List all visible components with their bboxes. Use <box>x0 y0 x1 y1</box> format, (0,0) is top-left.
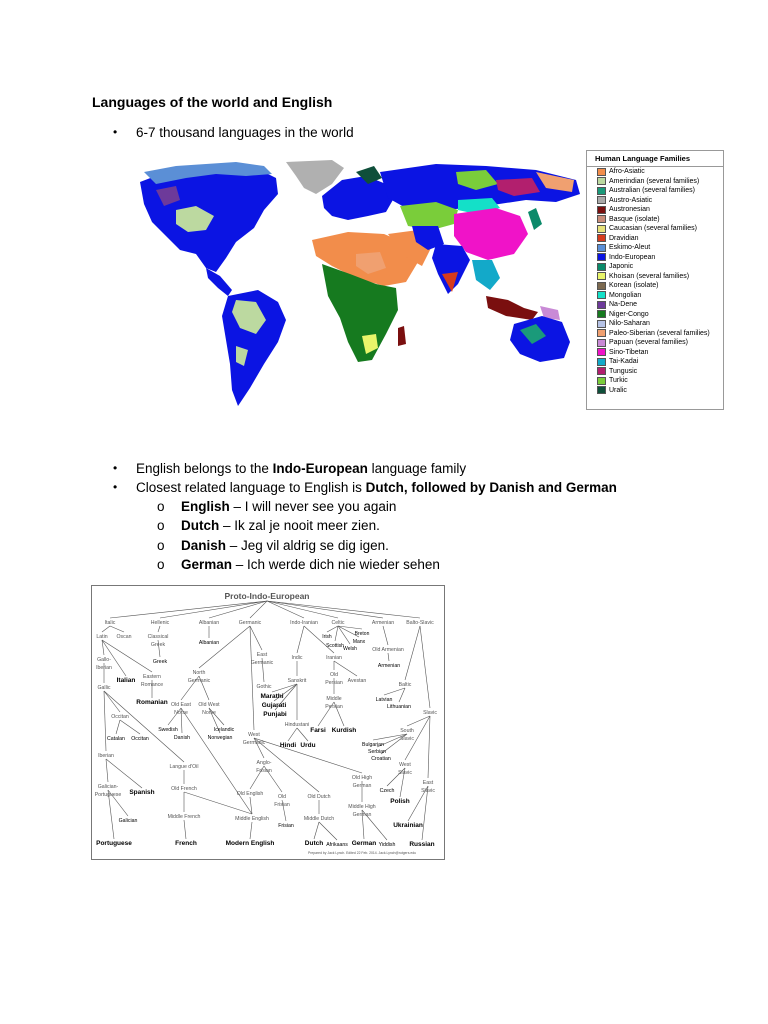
bullet-text-suffix: language family <box>367 461 467 476</box>
tree-node-iberian: Iberian <box>98 753 114 759</box>
tree-node-occitan2: Occitan <box>131 736 149 742</box>
tree-node-bulgarian: Bulgarian <box>362 742 384 748</box>
legend-item <box>587 234 723 244</box>
tree-node-greek: Greek <box>152 659 168 665</box>
tree-node-east-slavic2: Slavic <box>421 788 435 794</box>
tree-node-middle-high-german: Middle High <box>348 804 376 810</box>
tree-node-sanskrit: Sanskrit <box>287 678 307 684</box>
tree-node-czech: Czech <box>379 788 395 794</box>
legend-swatch <box>597 339 606 347</box>
tree-node-afrikaans: Afrikaans <box>326 842 348 848</box>
tree-node-punjabi: Punjabi <box>263 711 287 718</box>
tree-edge <box>267 601 338 618</box>
example-lang: English <box>181 499 230 514</box>
legend-label: Caucasian (several families) <box>609 225 697 233</box>
legend-label: Nilo-Saharan <box>609 320 650 328</box>
tree-node-swedish: Swedish <box>158 727 178 733</box>
bullet-text-bold: Dutch, followed by Danish and German <box>365 480 617 495</box>
sub-bullet-marker: o <box>157 518 165 533</box>
legend-item <box>587 319 723 329</box>
tree-edge <box>384 688 405 695</box>
example-lang: Danish <box>181 538 227 553</box>
legend-item <box>587 177 723 187</box>
bullet-marker: • <box>113 125 118 139</box>
legend-swatch <box>597 225 606 233</box>
legend-item <box>587 262 723 272</box>
legend-swatch <box>597 187 606 195</box>
tree-node-old-dutch: Old Dutch <box>307 794 331 800</box>
tree-node-north-germanic2: Germanic <box>187 678 211 684</box>
tree-edge <box>314 822 319 839</box>
tree-node-south-slavic2: Slavic <box>400 736 414 742</box>
tree-edge <box>110 601 267 618</box>
tree-node-yiddish: Yiddish <box>378 842 396 848</box>
tree-node-indoiranian: Indo-Iranian <box>290 620 318 626</box>
tree-node-east-germanic2: Germanic <box>250 660 274 666</box>
tree-edge <box>388 653 389 661</box>
example-english <box>157 499 397 514</box>
legend-swatch <box>597 310 606 318</box>
tree-node-hindustani: Hindustani <box>284 722 310 728</box>
legend-swatch <box>597 348 606 356</box>
legend-item <box>587 338 723 348</box>
tree-node-old-persian2: Persian <box>325 680 343 686</box>
legend-swatch <box>597 234 606 242</box>
legend-item <box>587 386 723 396</box>
legend-swatch <box>597 244 606 252</box>
tree-edge <box>199 626 250 668</box>
legend-swatch <box>597 386 606 394</box>
tree-node-serbian: Serbian <box>368 749 386 755</box>
tree-node-ukrainian: Ukrainian <box>393 822 423 829</box>
sub-bullet-marker: o <box>157 538 165 553</box>
tree-node-kurdish: Kurdish <box>331 727 357 734</box>
sub-bullet-marker: o <box>157 557 165 572</box>
example-lang: German <box>181 557 233 572</box>
tree-edge <box>428 716 430 778</box>
example-text: – I will never see you again <box>229 499 397 514</box>
tree-edge <box>120 720 140 734</box>
legend-item <box>587 310 723 320</box>
tree-node-greek-l: Greek <box>150 642 166 648</box>
bullet-marker: • <box>113 480 118 494</box>
tree-node-welsh: Welsh <box>343 646 357 652</box>
tree-node-west-slavic2: Slavic <box>398 770 412 776</box>
example-text: – Ik zal je nooit meer zien. <box>219 518 380 533</box>
legend-label: Japonic <box>609 263 634 271</box>
tree-node-old-high-german: Old High <box>351 775 373 781</box>
tree-node-middle-english: Middle English <box>235 816 269 822</box>
legend-swatch <box>597 196 606 204</box>
legend-item <box>587 300 723 310</box>
tree-edge <box>250 626 262 650</box>
legend-label: Dravidian <box>609 234 639 242</box>
legend-item <box>587 196 723 206</box>
legend-swatch <box>597 377 606 385</box>
tree-node-occitan: Occitan <box>111 714 129 720</box>
tree-edge <box>338 626 350 644</box>
tree-node-classical-greek: Classical <box>147 634 169 640</box>
legend-swatch <box>597 291 606 299</box>
legend-title: Human Language Families <box>587 151 723 167</box>
legend-label: Afro-Asiatic <box>609 168 645 176</box>
tree-node-old-east-norse2: Norse <box>174 710 188 716</box>
tree-node-gujarati: Gujarati <box>261 702 287 709</box>
tree-edge <box>407 716 430 726</box>
tree-node-pie: Proto-Indo-European <box>224 591 310 601</box>
tree-edge <box>267 601 383 618</box>
tree-node-old-frisian2: Frisian <box>274 802 290 808</box>
tree-node-spanish: Spanish <box>129 789 155 796</box>
legend-label: Niger-Congo <box>609 310 649 318</box>
world-map-graphic <box>136 150 586 412</box>
legend-label: Korean (isolate) <box>609 282 659 290</box>
tree-edge <box>184 820 186 839</box>
tree-edge <box>104 691 106 751</box>
tree-node-lithuanian: Lithuanian <box>387 704 411 710</box>
tree-node-galloiberian: Gallo- <box>97 657 111 663</box>
bullet-language-count <box>113 125 354 140</box>
tree-node-old-west-norse2: Norse <box>202 710 216 716</box>
sub-bullet-marker: o <box>157 499 165 514</box>
legend-label: Austro-Asiatic <box>609 196 653 204</box>
tree-node-east-slavic: East <box>422 780 434 786</box>
bullet-text: 6-7 thousand languages in the world <box>136 125 354 140</box>
tree-node-urdu: Urdu <box>300 742 316 749</box>
tree-node-baltic: Baltic <box>398 682 412 688</box>
tree-node-albanian-g: Albanian <box>198 620 220 626</box>
tree-node-eastern-romance2: Romance <box>140 682 164 688</box>
tree-node-slavic: Slavic <box>423 710 437 716</box>
legend-swatch <box>597 301 606 309</box>
tree-edge <box>335 626 338 641</box>
tree-edge <box>250 822 252 839</box>
legend-item <box>587 329 723 339</box>
tree-node-catalan: Catalan <box>107 736 125 742</box>
tree-edge <box>158 626 160 632</box>
tree-node-middle-persian2: Persian <box>325 704 343 710</box>
tree-node-irish: Irish <box>322 634 332 640</box>
tree-node-avestan: Avestan <box>347 678 367 684</box>
legend-swatch <box>597 282 606 290</box>
tree-node-germanic: Germanic <box>238 620 262 626</box>
legend-label: Australian (several families) <box>609 187 695 195</box>
tree-node-galloiberian2: Iberian <box>96 665 112 671</box>
family-tree-graphic <box>92 586 444 859</box>
tree-node-old-west-norse: Old West <box>198 702 220 708</box>
tree-edge <box>399 688 405 702</box>
tree-node-gallic: Gallic <box>97 685 111 691</box>
tree-node-old-high-german2: German <box>352 783 372 789</box>
legend-label: Amerindian (several families) <box>609 177 700 185</box>
tree-node-polish: Polish <box>390 798 410 805</box>
legend-label: Na-Dene <box>609 301 638 309</box>
tree-node-south-slavic: South <box>400 728 414 734</box>
legend-item <box>587 348 723 358</box>
tree-edge <box>319 822 337 840</box>
bullet-text-prefix: English belongs to the <box>136 461 273 476</box>
legend-label: Uralic <box>609 386 627 394</box>
example-danish <box>157 538 389 553</box>
legend-label: Tai-Kadai <box>609 358 639 366</box>
legend-item <box>587 205 723 215</box>
tree-node-frisian: Frisian <box>278 823 294 829</box>
legend-swatch <box>597 215 606 223</box>
tree-edge <box>338 626 362 629</box>
legend-swatch <box>597 329 606 337</box>
example-dutch <box>157 518 380 533</box>
tree-edge <box>288 728 297 741</box>
legend-label: Paleo-Siberian (several families) <box>609 329 710 337</box>
tree-node-east-germanic: East <box>256 652 268 658</box>
tree-edge <box>160 601 267 618</box>
legend-label: Tungusic <box>609 367 638 375</box>
tree-node-credit: Prepared by Jack Lynch. Edited 22 Feb. 2014. Jack.Lynch@rutgers.edu <box>308 851 416 855</box>
tree-edge <box>250 626 254 730</box>
tree-node-anglo-frisian: Anglo- <box>256 760 272 766</box>
tree-node-manx: Manx <box>352 639 366 645</box>
tree-node-anglo-frisian2: Frisian <box>256 768 272 774</box>
tree-edge <box>297 728 308 741</box>
legend-swatch <box>597 263 606 271</box>
tree-node-celtic: Celtic <box>331 620 345 626</box>
tree-edge <box>181 708 252 814</box>
legend-item <box>587 224 723 234</box>
tree-node-langue-doil: Langue d'Oil <box>169 764 199 770</box>
tree-edge <box>383 626 388 645</box>
legend-label: Turkic <box>609 377 628 385</box>
tree-node-italian: Italian <box>116 677 136 684</box>
tree-edge <box>405 626 420 680</box>
legend-label: Mongolian <box>609 291 642 299</box>
legend-list <box>587 167 723 395</box>
tree-node-dutch: Dutch <box>304 840 324 847</box>
legend-swatch <box>597 168 606 176</box>
tree-node-gothic: Gothic <box>256 684 272 690</box>
tree-edge <box>116 720 120 734</box>
legend-item <box>587 253 723 263</box>
tree-node-armenian: Armenian <box>377 663 401 669</box>
bullet-text-bold: Indo-European <box>272 461 368 476</box>
tree-node-icelandic: Icelandic <box>213 727 235 733</box>
document-title: Languages of the world and English <box>92 94 333 110</box>
example-text: – Jeg vil aldrig se dig igen. <box>226 538 389 553</box>
tree-node-french: French <box>175 840 197 847</box>
legend-item <box>587 281 723 291</box>
tree-node-middle-persian: Middle <box>326 696 342 702</box>
legend-label: Basque (isolate) <box>609 215 660 223</box>
example-text: – Ich werde dich nie wieder sehen <box>232 557 440 572</box>
tree-node-middle-dutch: Middle Dutch <box>303 816 335 822</box>
legend-label: Eskimo-Aleut <box>609 244 651 252</box>
legend-item <box>587 376 723 386</box>
tree-node-galician: Galician <box>118 818 138 824</box>
legend-swatch <box>597 253 606 261</box>
legend-label: Indo-European <box>609 253 656 261</box>
legend-swatch <box>597 206 606 214</box>
legend-swatch <box>597 320 606 328</box>
language-family-legend <box>586 150 724 410</box>
tree-node-old-persian: Old <box>329 672 339 678</box>
tree-node-marathi: Marathi <box>260 693 284 700</box>
tree-node-breton: Breton <box>354 631 370 637</box>
tree-node-west-slavic: West <box>399 762 411 768</box>
tree-node-armenian-g: Armenian <box>371 620 395 626</box>
tree-edge <box>267 601 420 618</box>
tree-node-scottish: Scottish <box>326 643 344 649</box>
tree-node-romanian: Romanian <box>136 699 168 706</box>
tree-edge <box>104 691 120 712</box>
tree-node-italic: Italic <box>104 620 116 626</box>
tree-edge <box>102 626 110 632</box>
legend-item <box>587 291 723 301</box>
tree-node-farsi: Farsi <box>310 727 326 734</box>
tree-edge <box>297 626 304 653</box>
tree-node-russian: Russian <box>409 841 435 848</box>
legend-item <box>587 272 723 282</box>
tree-node-albanian: Albanian <box>198 640 220 646</box>
bullet-marker: • <box>113 461 118 475</box>
tree-node-modern-english: Modern English <box>225 840 275 847</box>
tree-node-baltoslavic: Balto-Slavic <box>406 620 434 626</box>
legend-label: Papuan (several families) <box>609 339 688 347</box>
tree-node-latvian: Latvian <box>375 697 393 703</box>
bullet-closest-language <box>113 480 617 495</box>
legend-swatch <box>597 177 606 185</box>
tree-edge <box>327 626 338 632</box>
tree-node-middle-high-german2: German <box>352 812 372 818</box>
tree-node-latin: Latin <box>96 634 108 640</box>
legend-label: Austronesian <box>609 206 650 214</box>
tree-node-old-frisian: Old <box>277 794 287 800</box>
tree-node-west-germanic: West <box>248 732 260 738</box>
bullet-indo-european <box>113 461 467 476</box>
tree-node-hindi: Hindi <box>279 742 297 749</box>
legend-item <box>587 367 723 377</box>
tree-node-galician-portuguese2: Portuguese <box>94 792 122 798</box>
legend-swatch <box>597 367 606 375</box>
tree-node-old-armenian: Old Armenian <box>372 647 404 653</box>
tree-node-iranian: Iranian <box>326 655 342 661</box>
tree-edge <box>422 786 428 840</box>
tree-node-old-east-norse: Old East <box>171 702 191 708</box>
tree-edge <box>110 626 124 632</box>
bullet-text-prefix: Closest related language to English is <box>136 480 366 495</box>
legend-swatch <box>597 272 606 280</box>
indo-european-family-tree <box>91 585 445 860</box>
tree-node-hellenic: Hellenic <box>150 620 170 626</box>
tree-edge <box>420 626 430 708</box>
tree-node-norwegian: Norwegian <box>207 735 233 741</box>
tree-node-oscan: Oscan <box>116 634 132 640</box>
tree-node-old-french: Old French <box>171 786 197 792</box>
legend-item <box>587 243 723 253</box>
tree-node-croatian: Croatian <box>371 756 391 762</box>
legend-swatch <box>597 358 606 366</box>
legend-item <box>587 215 723 225</box>
tree-node-north-germanic: North <box>192 670 206 676</box>
tree-node-galician-portuguese: Galician- <box>97 784 119 790</box>
legend-label: Khoisan (several families) <box>609 272 690 280</box>
tree-node-old-english: Old English <box>236 791 264 797</box>
tree-node-middle-french: Middle French <box>167 814 201 820</box>
example-german <box>157 557 440 572</box>
legend-item <box>587 186 723 196</box>
tree-node-german: German <box>351 840 377 847</box>
tree-node-eastern-romance: Eastern <box>143 674 161 680</box>
example-lang: Dutch <box>181 518 220 533</box>
legend-item <box>587 167 723 177</box>
tree-node-indic: Indic <box>291 655 303 661</box>
legend-label: Sino-Tibetan <box>609 348 649 356</box>
legend-item <box>587 357 723 367</box>
tree-node-west-germanic2: Germanic <box>242 740 266 746</box>
tree-node-portuguese: Portuguese <box>96 840 132 847</box>
tree-node-danish: Danish <box>173 735 191 741</box>
tree-edge <box>106 759 108 782</box>
